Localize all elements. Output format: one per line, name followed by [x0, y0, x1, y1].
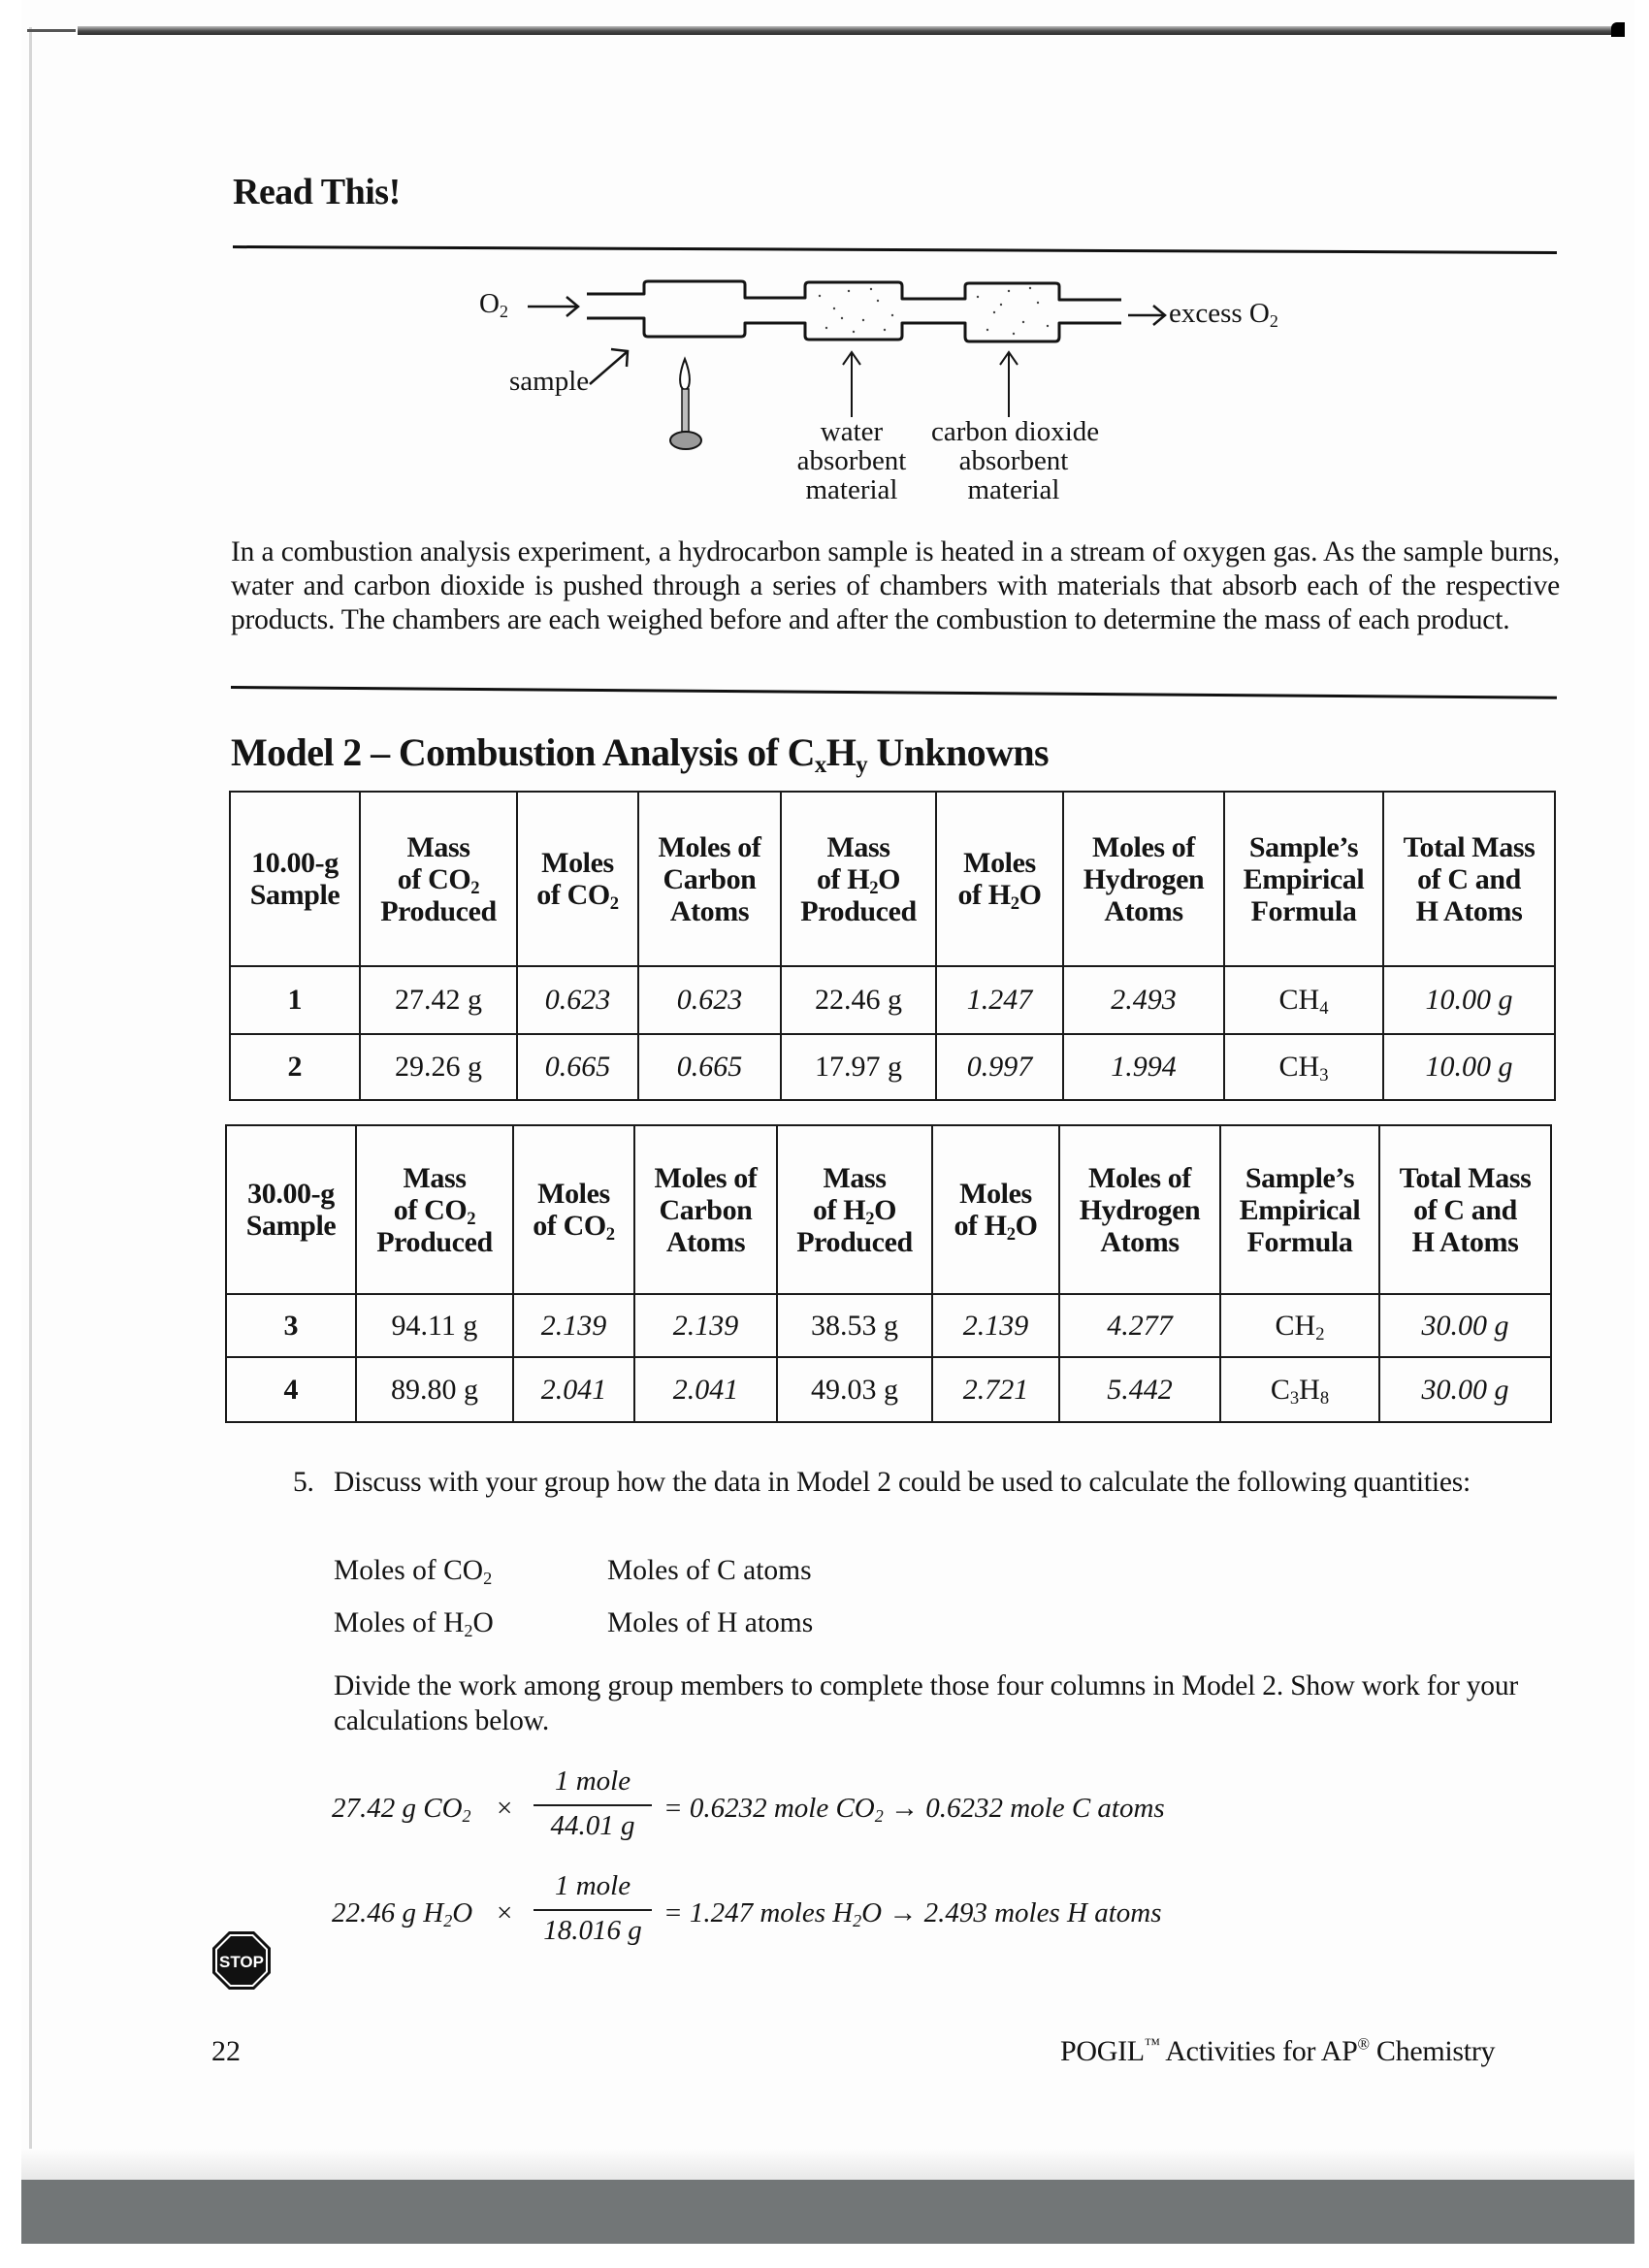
h-line: Moles [537, 1178, 610, 1210]
table-row [226, 1294, 1551, 1357]
h-sub: 2 [869, 877, 879, 898]
quantity-moles-h2o-sub: 2 [464, 1621, 473, 1641]
combustion-apparatus-diagram [466, 262, 1397, 514]
header-mass-co2 [360, 792, 517, 966]
cell-total: 10.00 g [1383, 1034, 1555, 1100]
eq1-rhs-text: = 0.6232 mole CO [663, 1793, 875, 1824]
cell-mass-h2o: 38.53 g [777, 1294, 932, 1357]
scanner-bed-band [21, 2180, 1634, 2244]
eq1-numerator: 1 mole [554, 1766, 631, 1797]
eq1-fraction [534, 1766, 652, 1842]
table-row [226, 1357, 1551, 1422]
cell-moles-h: 5.442 [1059, 1357, 1220, 1422]
formula-el1: C [1270, 1373, 1290, 1406]
formula-sub2: 8 [1319, 1387, 1330, 1409]
h-line: Total Mass [1399, 1161, 1532, 1194]
equation-h2o-lhs [332, 1897, 472, 1929]
formula-sub1: 3 [1289, 1387, 1300, 1409]
cell-mass-h2o: 17.97 g [781, 1034, 936, 1100]
h-line: Atoms [1104, 894, 1183, 927]
cell-moles-h2o: 1.247 [936, 966, 1063, 1034]
table-header-row [230, 792, 1555, 966]
header-mass-co2 [356, 1125, 513, 1294]
h-sub: 2 [605, 1224, 615, 1246]
burner-icon [670, 359, 701, 449]
equation-h2o-rhs [663, 1897, 1162, 1929]
page-top-edge-cap [1611, 22, 1625, 37]
h-line: Produced [796, 1225, 913, 1258]
cell-mass-h2o: 22.46 g [781, 966, 936, 1034]
h-line [357, 1193, 512, 1229]
equation-co2-lhs [332, 1793, 471, 1825]
cell-moles-co2: 0.665 [517, 1034, 638, 1100]
h-text: of H [957, 879, 1011, 911]
model-table-30g [225, 1124, 1552, 1423]
co2-absorber-arrow [1000, 352, 1018, 417]
equation-co2-rhs [663, 1793, 1165, 1825]
quantity-moles-h2o [334, 1607, 494, 1639]
h-line: Sample’s [1248, 830, 1359, 863]
formula-sub1: 4 [1319, 998, 1329, 1020]
intro-paragraph: In a combustion analysis experiment, a hydrocarbon sample is heated in a stream of oxygen gas. As the sample burns, water and carbon dioxide is pushed through a series of chambers with materials that absorb each of the respective products. The chambers are each weighed before and after the combustion to determine the mass of each product. [231, 536, 1560, 635]
cell-moles-co2: 0.623 [517, 966, 638, 1034]
h-line [933, 1210, 1058, 1246]
eq2-lhs-tail: O [452, 1897, 473, 1928]
h-line: Atoms [665, 1225, 746, 1258]
h-text: of CO [536, 879, 610, 911]
h-line: H Atoms [1411, 1225, 1519, 1258]
cell-sample-id: 3 [226, 1294, 356, 1357]
quantity-moles-h2o-text: Moles of H [334, 1607, 465, 1638]
page-corner-mark [27, 29, 76, 32]
cell-moles-h2o: 2.721 [932, 1357, 1059, 1422]
h-text: of H [954, 1210, 1007, 1242]
h-line: Moles [541, 847, 614, 879]
h-sub: 2 [1010, 893, 1019, 915]
h-line: Moles [959, 1178, 1032, 1210]
table-row [230, 1034, 1555, 1100]
formula-el2: H [1299, 1373, 1320, 1406]
model-title-h: H [825, 730, 857, 774]
h-text: O [1018, 879, 1042, 911]
cell-moles-c: 0.665 [638, 1034, 781, 1100]
footer-chemistry: Chemistry [1369, 2035, 1496, 2067]
footer-activities: Activities for AP [1159, 2035, 1358, 2067]
quantity-moles-c: Moles of C atoms [607, 1555, 812, 1586]
page-top-edge [78, 26, 1625, 35]
h-line [782, 862, 935, 898]
header-sample [230, 792, 360, 966]
h-text: of H [812, 1193, 866, 1226]
eq2-rhs-tail: O → 2.493 moles H atoms [861, 1897, 1162, 1928]
h-text: O [874, 1193, 897, 1226]
water-absorbent-label [793, 417, 910, 504]
h-sub: 2 [1006, 1224, 1016, 1246]
eq2-denominator: 18.016 g [543, 1915, 642, 1946]
h-sub: 2 [467, 1208, 476, 1229]
eq2-lhs-text: 22.46 g H [332, 1897, 444, 1928]
o2-label-text: O [479, 288, 500, 319]
quantity-moles-co2 [334, 1555, 492, 1587]
h-line: Produced [376, 1225, 493, 1258]
cell-moles-c: 2.041 [634, 1357, 777, 1422]
h-text: of CO [393, 1193, 468, 1226]
cell-formula [1220, 1294, 1379, 1357]
eq1-fraction-bar [534, 1804, 652, 1806]
header-moles-co2 [517, 792, 638, 966]
h-line: Mass [826, 830, 890, 863]
footer-reg: ® [1357, 2034, 1370, 2054]
quantity-moles-co2-text: Moles of CO [334, 1555, 484, 1586]
formula-el1: CH [1278, 1051, 1320, 1083]
header-sample-line2: Sample [249, 879, 340, 911]
page-number: 22 [211, 2035, 241, 2067]
cell-formula [1224, 1034, 1383, 1100]
eq2-rhs-sub: 2 [853, 1911, 862, 1931]
h-text: of CO [533, 1210, 606, 1242]
water-absorbent-speckles [819, 288, 893, 333]
header-sample-line1: 10.00-g [251, 847, 339, 879]
h-line: Produced [380, 894, 497, 927]
h-sub: 2 [470, 877, 480, 898]
eq1-rhs-tail: → 0.6232 mole C atoms [883, 1793, 1165, 1824]
question-text: Discuss with your group how the data in Model 2 could be used to calculate the following quantities: [334, 1467, 1471, 1498]
h-sub: 2 [865, 1208, 875, 1229]
header-total [1379, 1125, 1551, 1294]
h-line [361, 862, 516, 898]
model-title-sub-x: x [814, 751, 826, 778]
h-line: Formula [1246, 1225, 1353, 1258]
question-5 [293, 1465, 1564, 1500]
eq1-rhs-sub: 2 [874, 1806, 884, 1827]
header-moles-c [634, 1125, 777, 1294]
h-text: of H [816, 862, 870, 895]
eq2-numerator: 1 mole [554, 1870, 631, 1901]
h-line: of C and [1417, 862, 1521, 895]
water-absorber-arrow [843, 352, 860, 417]
h-text: O [1015, 1210, 1038, 1242]
quantity-moles-h2o-o: O [472, 1607, 494, 1638]
eq2-fraction [534, 1870, 652, 1947]
h-line [778, 1193, 931, 1229]
cell-formula [1224, 966, 1383, 1034]
cell-moles-h: 4.277 [1059, 1294, 1220, 1357]
cell-moles-co2: 2.139 [513, 1294, 634, 1357]
model-title-text: Model 2 – Combustion Analysis of C [231, 730, 815, 774]
instructions-text: Divide the work among group members to complete those four columns in Model 2. Show work for your calculations below. [334, 1670, 1519, 1736]
cell-moles-c: 2.139 [634, 1294, 777, 1357]
header-total [1383, 792, 1555, 966]
read-this-heading: Read This! [233, 172, 401, 212]
cell-mass-co2: 29.26 g [360, 1034, 517, 1100]
eq1-denominator: 44.01 g [550, 1810, 635, 1841]
eq2-fraction-bar [534, 1909, 652, 1911]
cell-moles-h2o: 0.997 [936, 1034, 1063, 1100]
h-line [937, 879, 1062, 915]
excess-o2-sub: 2 [1269, 311, 1278, 332]
cell-moles-h: 1.994 [1063, 1034, 1224, 1100]
eq1-lhs-text: 27.42 g CO [332, 1793, 463, 1824]
h-line [514, 1210, 633, 1246]
excess-o2-arrow [1128, 306, 1165, 325]
header-mass-h2o [777, 1125, 932, 1294]
h-line: Sample’s [1245, 1161, 1355, 1194]
cell-formula [1220, 1357, 1379, 1422]
water-label-line1: water [820, 416, 884, 447]
stop-icon-text: STOP [219, 1953, 264, 1971]
quantity-moles-h: Moles of H atoms [607, 1607, 814, 1638]
stop-icon [211, 1930, 272, 1991]
model-table-10g [229, 791, 1556, 1101]
sample-arrow [590, 349, 628, 384]
cell-moles-h2o: 2.139 [932, 1294, 1059, 1357]
h-line: H Atoms [1415, 894, 1523, 927]
h-text: O [878, 862, 901, 895]
excess-o2-text: excess O [1169, 298, 1270, 329]
co2-label-line2: absorbent [958, 445, 1069, 476]
h-line: Atoms [1100, 1225, 1180, 1258]
tube-upper-wall [587, 281, 1121, 300]
quantity-moles-co2-sub: 2 [483, 1569, 493, 1589]
header-formula [1220, 1125, 1379, 1294]
cell-moles-c: 0.623 [638, 966, 781, 1034]
eq2-lhs-sub: 2 [443, 1911, 453, 1931]
header-sample [226, 1125, 356, 1294]
sample-label: sample [509, 366, 590, 397]
h-line: Carbon [659, 1193, 753, 1226]
model-title-suffix: Unknowns [867, 730, 1049, 774]
eq1-lhs-sub: 2 [462, 1806, 471, 1827]
h-line: Total Mass [1403, 830, 1536, 863]
h-line: Moles of [654, 1161, 758, 1194]
cell-total: 10.00 g [1383, 966, 1555, 1034]
header-sample-line2: Sample [245, 1210, 337, 1242]
h-line: Carbon [663, 862, 757, 895]
o2-label-sub: 2 [499, 302, 508, 322]
header-moles-h [1059, 1125, 1220, 1294]
h-line: Mass [823, 1161, 887, 1194]
co2-label-line3: material [967, 474, 1060, 505]
eq2-rhs-text: = 1.247 moles H [663, 1897, 854, 1928]
h-line: of C and [1413, 1193, 1517, 1226]
h-text: of CO [397, 862, 471, 895]
h-line: Moles of [658, 830, 761, 863]
h-line: Empirical [1239, 1193, 1361, 1226]
cell-mass-co2: 27.42 g [360, 966, 517, 1034]
cell-mass-h2o: 49.03 g [777, 1357, 932, 1422]
cell-total: 30.00 g [1379, 1294, 1551, 1357]
header-moles-h2o [936, 792, 1063, 966]
cell-moles-co2: 2.041 [513, 1357, 634, 1422]
water-label-line3: material [805, 474, 898, 505]
page-left-edge [29, 27, 32, 2161]
h-line: Mass [406, 830, 470, 863]
table-row [230, 966, 1555, 1034]
formula-sub1: 2 [1315, 1323, 1325, 1345]
question-number: 5. [293, 1467, 314, 1498]
header-formula [1224, 792, 1383, 966]
h-line: Produced [800, 894, 917, 927]
co2-label-line1: carbon dioxide [931, 416, 1100, 447]
footer-pogil: POGIL [1060, 2035, 1145, 2067]
eq1-times: × [497, 1793, 513, 1824]
h-sub: 2 [609, 893, 619, 915]
model-title [231, 729, 1049, 778]
cell-total: 30.00 g [1379, 1357, 1551, 1422]
h-line: Moles of [1092, 830, 1195, 863]
page-bottom-shadow [21, 2149, 1634, 2180]
header-moles-c [638, 792, 781, 966]
h-line: Formula [1250, 894, 1357, 927]
footer-tm: ™ [1144, 2034, 1160, 2054]
h-line: Atoms [669, 894, 750, 927]
formula-el1: CH [1275, 1309, 1316, 1342]
footer-series-title [1060, 2035, 1495, 2068]
h-line: Moles [963, 847, 1036, 879]
eq2-times: × [497, 1897, 513, 1928]
model-title-sub-y: y [856, 751, 868, 778]
formula-el1: CH [1278, 984, 1320, 1016]
header-mass-h2o [781, 792, 936, 966]
header-sample-line1: 30.00-g [247, 1178, 335, 1210]
cell-mass-co2: 94.11 g [356, 1294, 513, 1357]
header-moles-co2 [513, 1125, 634, 1294]
co2-absorbent-label [931, 416, 1100, 505]
h-line: Empirical [1243, 862, 1365, 895]
table-header-row [226, 1125, 1551, 1294]
formula-sub1: 3 [1319, 1065, 1329, 1086]
cell-moles-h: 2.493 [1063, 966, 1224, 1034]
header-moles-h2o [932, 1125, 1059, 1294]
h-line: Moles of [1088, 1161, 1191, 1194]
cell-sample-id: 1 [230, 966, 360, 1034]
cell-sample-id: 4 [226, 1357, 356, 1422]
cell-sample-id: 2 [230, 1034, 360, 1100]
tube-lower-wall [587, 318, 1121, 341]
h-line [518, 879, 637, 915]
header-moles-h [1063, 792, 1224, 966]
h-line: Hydrogen [1079, 1193, 1201, 1226]
excess-o2-label [1169, 298, 1278, 332]
o2-inlet-arrow [528, 297, 578, 316]
cell-mass-co2: 89.80 g [356, 1357, 513, 1422]
co2-absorbent-speckles [977, 287, 1049, 335]
h-line: Hydrogen [1083, 862, 1205, 895]
o2-inlet-label [479, 288, 508, 322]
water-label-line2: absorbent [796, 445, 907, 476]
h-line: Mass [403, 1161, 467, 1194]
